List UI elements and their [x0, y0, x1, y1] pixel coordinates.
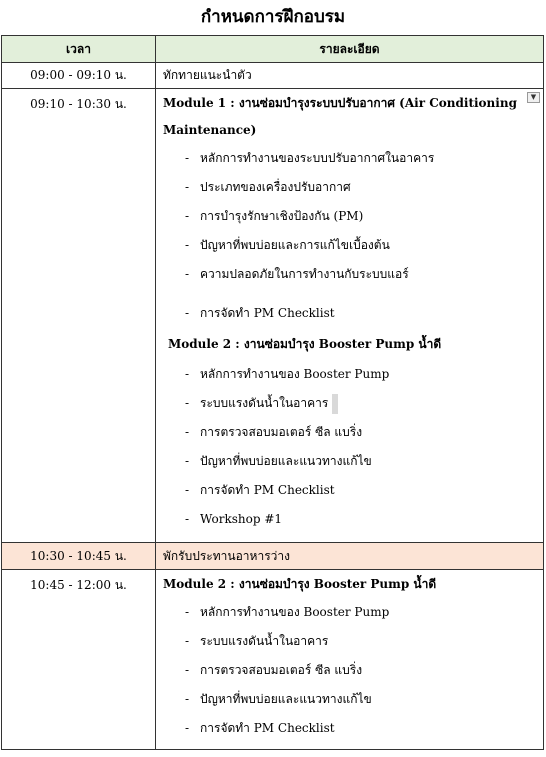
list-item-label: การตรวจสอบมอเตอร์ ซีล แบริ่ง	[200, 663, 363, 677]
table-row	[2, 63, 544, 89]
list-item	[163, 389, 543, 418]
list-item-label: การตรวจสอบมอเตอร์ ซีล แบริ่ง	[200, 425, 363, 439]
bullet-dash: -	[185, 483, 190, 497]
bullet-dash: -	[185, 663, 190, 677]
page-title: กำหนดการฝึกอบรม	[200, 7, 346, 27]
list-item	[163, 260, 543, 289]
bullet-dash: -	[185, 396, 190, 410]
module-item-list	[163, 360, 543, 534]
list-item	[163, 447, 543, 476]
bullet-dash: -	[185, 425, 190, 439]
bullet-dash: -	[185, 306, 190, 320]
list-item-label: หลักการทำงานของ Booster Pump	[200, 605, 390, 619]
list-item	[163, 627, 543, 656]
text-cursor-highlight	[332, 394, 338, 414]
list-item	[163, 231, 543, 260]
time-cell: 10:30 - 10:45 น.	[2, 543, 156, 570]
bullet-dash: -	[185, 238, 190, 252]
time-cell: 09:10 - 10:30 น.	[2, 89, 156, 543]
bullet-dash: -	[185, 180, 190, 194]
list-item	[163, 173, 543, 202]
time-cell: 10:45 - 12:00 น.	[2, 570, 156, 750]
list-item	[163, 299, 543, 328]
list-item-label: ระบบแรงดันน้ำในอาคาร	[200, 396, 329, 410]
list-item-label: ประเภทของเครื่องปรับอากาศ	[200, 180, 351, 194]
list-item-label: หลักการทำงานของระบบปรับอากาศในอาคาร	[200, 151, 435, 165]
list-item	[163, 418, 543, 447]
list-item	[163, 144, 543, 173]
list-item	[163, 598, 543, 627]
time-cell: 09:00 - 09:10 น.	[2, 63, 156, 89]
list-item	[163, 202, 543, 231]
detail-cell	[156, 89, 544, 543]
list-item	[163, 476, 543, 505]
list-item-label: ปัญหาที่พบบ่อยและแนวทางแก้ไข	[200, 692, 372, 706]
module-title: Module 2 : งานซ่อมบำรุง Booster Pump น้ำดี	[163, 577, 437, 591]
bullet-dash: -	[185, 605, 190, 619]
module-item-list	[163, 598, 543, 743]
chevron-down-icon[interactable]: ▼	[527, 92, 540, 103]
module-title: Module 2 : งานซ่อมบำรุง Booster Pump น้ำดี	[168, 337, 442, 351]
list-item-label: ความปลอดภัยในการทำงานกับระบบแอร์	[200, 267, 409, 281]
list-item-label: การจัดทำ PM Checklist	[200, 306, 335, 320]
table-header-row	[2, 36, 544, 63]
detail-cell	[156, 570, 544, 750]
bullet-dash: -	[185, 367, 190, 381]
list-item-label: ระบบแรงดันน้ำในอาคาร	[200, 634, 329, 648]
list-item	[163, 656, 543, 685]
bullet-dash: -	[185, 634, 190, 648]
bullet-dash: -	[185, 721, 190, 735]
list-item-label: ปัญหาที่พบบ่อยและแนวทางแก้ไข	[200, 454, 372, 468]
module-title: Module 1 : งานซ่อมบำรุงระบบปรับอากาศ (Air Conditioning Maintenance)	[163, 96, 517, 137]
schedule-table	[1, 35, 544, 750]
bullet-dash: -	[185, 267, 190, 281]
list-item-label: ปัญหาที่พบบ่อยและการแก้ไขเบื้องต้น	[200, 238, 390, 252]
bullet-dash: -	[185, 209, 190, 223]
header-detail: รายละเอียด	[156, 36, 544, 63]
list-item-label: การบำรุงรักษาเชิงป้องกัน (PM)	[200, 209, 364, 223]
module-item-list	[163, 144, 543, 328]
header-time: เวลา	[2, 36, 156, 63]
bullet-dash: -	[185, 512, 190, 526]
list-item	[163, 360, 543, 389]
list-item	[163, 685, 543, 714]
list-item-label: Workshop #1	[200, 512, 283, 526]
detail-cell: พักรับประทานอาหารว่าง	[156, 543, 544, 570]
list-item-label: การจัดทำ PM Checklist	[200, 483, 335, 497]
list-item	[163, 714, 543, 743]
list-item-label: การจัดทำ PM Checklist	[200, 721, 335, 735]
bullet-dash: -	[185, 151, 190, 165]
table-row	[2, 570, 544, 750]
list-item-label: หลักการทำงานของ Booster Pump	[200, 367, 390, 381]
bullet-dash: -	[185, 454, 190, 468]
table-row-break	[2, 543, 544, 570]
detail-cell: ทักทายแนะนำตัว	[156, 63, 544, 89]
table-row	[2, 89, 544, 543]
list-item	[163, 505, 543, 534]
bullet-dash: -	[185, 692, 190, 706]
